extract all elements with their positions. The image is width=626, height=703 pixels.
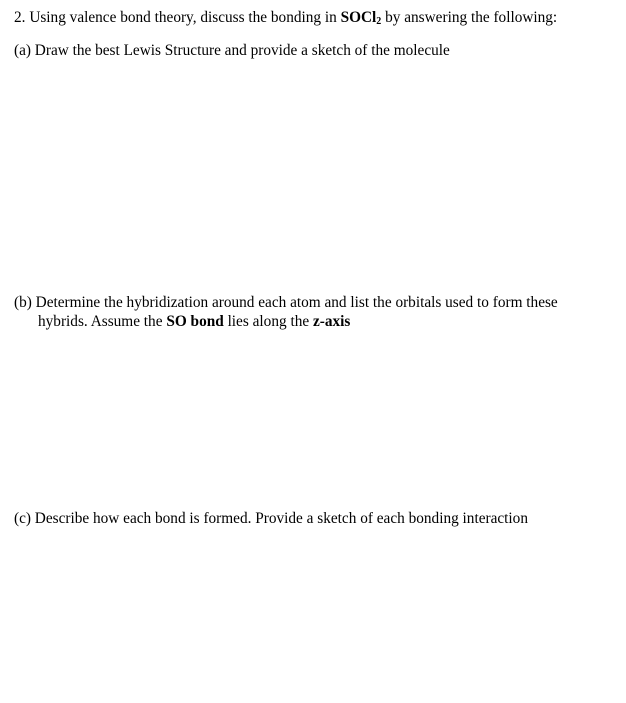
question-intro-end: by answering the following:: [385, 9, 558, 26]
molecule-formula: SOCl$_2$: [340, 9, 382, 27]
part-a-prompt: (a) Draw the best Lewis Structure and provide a sketch of the molecule: [14, 42, 450, 59]
so-bond-emphasis: SO bond: [166, 313, 224, 330]
part-b-prompt-line1: (b) Determine the hybridization around each atom and list the orbitals used to form these: [14, 294, 558, 311]
z-axis-emphasis: z-axis: [312, 313, 351, 330]
question-number: 2.: [14, 9, 26, 26]
question-2-heading: [14, 8, 557, 28]
part-b-prompt-line2: hybrids. Assume the SO bond lies along the z-axis: [38, 313, 351, 330]
question-intro-start: Using valence bond theory, discuss the bonding in: [29, 9, 337, 26]
part-c-prompt: (c) Describe how each bond is formed. Provide a sketch of each bonding interaction: [14, 510, 528, 527]
